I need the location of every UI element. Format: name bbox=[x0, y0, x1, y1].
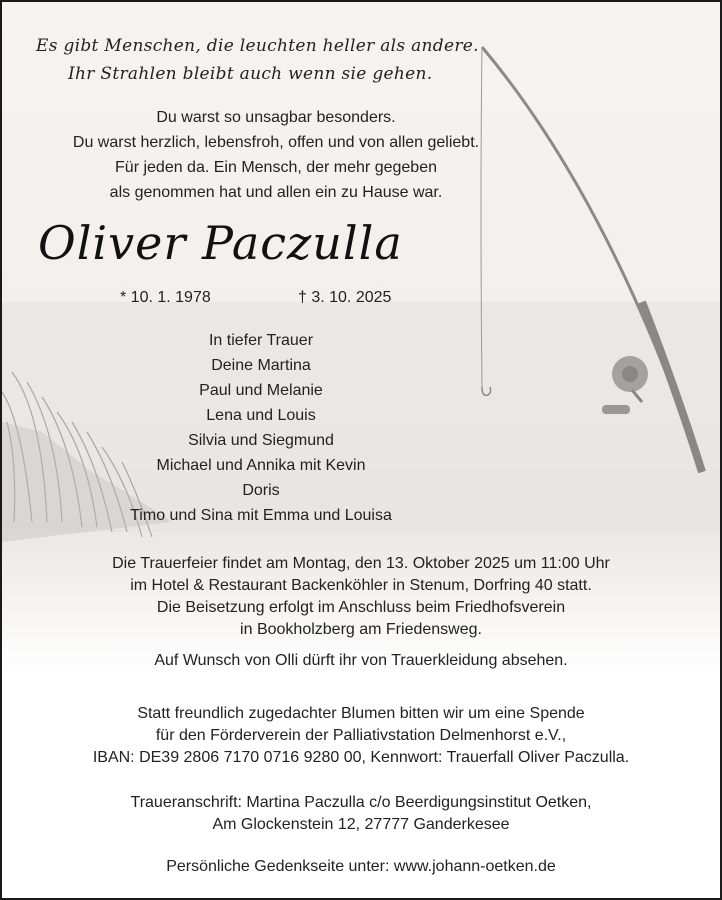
ceremony-line: in Bookholzberg am Friedensweg. bbox=[240, 621, 482, 638]
ceremony-line: Die Trauerfeier findet am Montag, den 13. Oktober 2025 um 11:00 Uhr bbox=[112, 555, 610, 572]
mourner-name: Paul und Melanie bbox=[199, 382, 323, 399]
address-line: Am Glockenstein 12, 27777 Ganderkesee bbox=[212, 816, 510, 833]
address-line: Traueranschrift: Martina Paczulla c/o Beerdigungsinstitut Oetken, bbox=[130, 794, 592, 811]
quote-line-2: Ihr Strahlen bleibt auch wenn sie gehen. bbox=[68, 64, 433, 84]
ceremony-line: Die Beisetzung erfolgt im Anschluss beim Friedhofsverein bbox=[156, 599, 566, 616]
quote-line-1: Es gibt Menschen, die leuchten heller als andere. bbox=[36, 36, 479, 56]
memorial-page-line: Persönliche Gedenkseite unter: www.johann-oetken.de bbox=[166, 858, 556, 875]
mourners-heading: In tiefer Trauer bbox=[208, 332, 314, 349]
intro-line: Für jeden da. Ein Mensch, der mehr gegeben bbox=[115, 159, 437, 176]
donation-line: für den Förderverein der Palliativstation Delmenhorst e.V., bbox=[155, 727, 567, 744]
mourner-name: Doris bbox=[242, 482, 280, 499]
mourner-name: Deine Martina bbox=[211, 357, 311, 374]
mourner-name: Lena und Louis bbox=[206, 407, 316, 424]
ceremony-line: im Hotel & Restaurant Backenköhler in Stenum, Dorfring 40 statt. bbox=[130, 577, 592, 594]
donation-line: IBAN: DE39 2806 7170 0716 9280 00, Kennwort: Trauerfall Oliver Paczulla. bbox=[92, 749, 630, 766]
deceased-name: Oliver Paczulla bbox=[38, 216, 403, 270]
dress-note: Auf Wunsch von Olli dürft ihr von Trauerkleidung absehen. bbox=[154, 652, 568, 669]
donation-line: Statt freundlich zugedachter Blumen bitten wir um eine Spende bbox=[137, 705, 585, 722]
mourner-name: Timo und Sina mit Emma und Louisa bbox=[130, 507, 392, 524]
mourner-name: Silvia und Siegmund bbox=[188, 432, 334, 449]
mourner-name: Michael und Annika mit Kevin bbox=[156, 457, 366, 474]
birth-date: * 10. 1. 1978 bbox=[120, 289, 211, 306]
intro-line: als genommen hat und allen ein zu Hause war. bbox=[109, 184, 443, 201]
intro-line: Du warst herzlich, lebensfroh, offen und von allen geliebt. bbox=[72, 134, 480, 151]
death-date: † 3. 10. 2025 bbox=[298, 289, 392, 306]
intro-line: Du warst so unsagbar besonders. bbox=[156, 109, 396, 126]
